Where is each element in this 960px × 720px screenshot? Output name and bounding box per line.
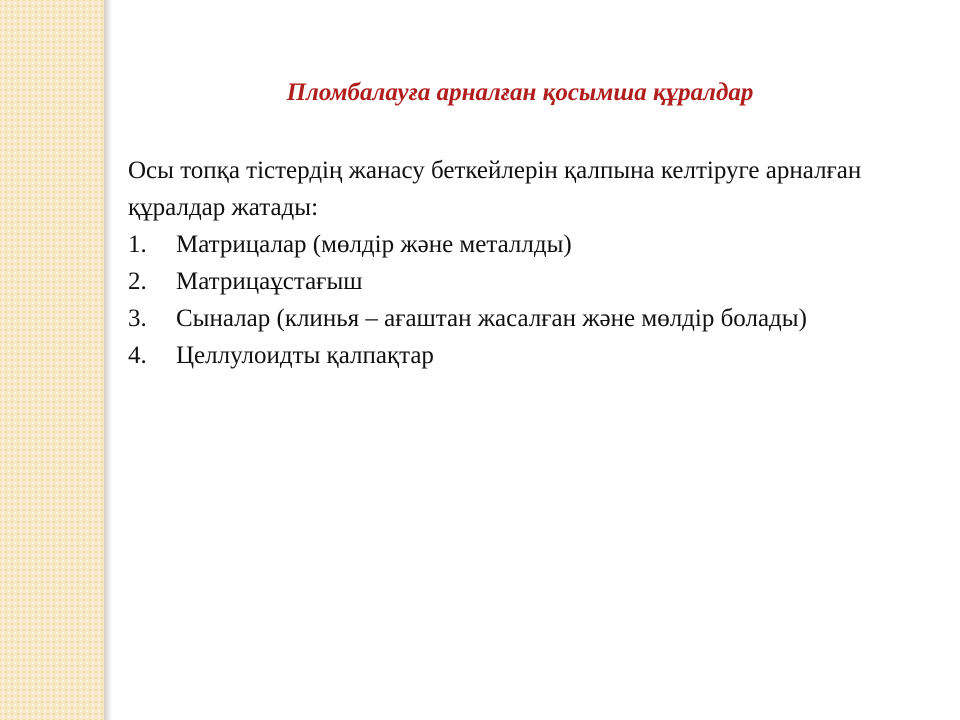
list-item-text: Целлулоидты қалпақтар bbox=[176, 342, 434, 369]
list-item-number: 2. bbox=[128, 268, 147, 295]
list-item-text: Сыналар (клинья – ағаштан жасалған және мөлдір болады) bbox=[176, 305, 807, 332]
slide-title: Пломбалауға арналған қосымша құралдар bbox=[286, 79, 754, 106]
side-band-shadow bbox=[104, 0, 112, 720]
intro-paragraph: Осы топқа тістердің жанасу беткейлерін қалпына келтіруге арналған құралдар жатады: bbox=[128, 157, 862, 221]
list-item bbox=[128, 263, 908, 300]
list-item bbox=[128, 337, 908, 374]
list-item-text: Матрицаұстағыш bbox=[176, 268, 363, 295]
list-item-number: 3. bbox=[128, 305, 147, 332]
decorative-side-band bbox=[0, 0, 104, 720]
list-item-text: Матрицалар (мөлдір және металлды) bbox=[176, 231, 572, 258]
list-item-number: 4. bbox=[128, 342, 147, 369]
list-item bbox=[128, 300, 908, 337]
tools-list bbox=[128, 226, 908, 374]
slide-content bbox=[128, 152, 908, 374]
list-item bbox=[128, 226, 908, 263]
list-item-number: 1. bbox=[128, 231, 147, 258]
